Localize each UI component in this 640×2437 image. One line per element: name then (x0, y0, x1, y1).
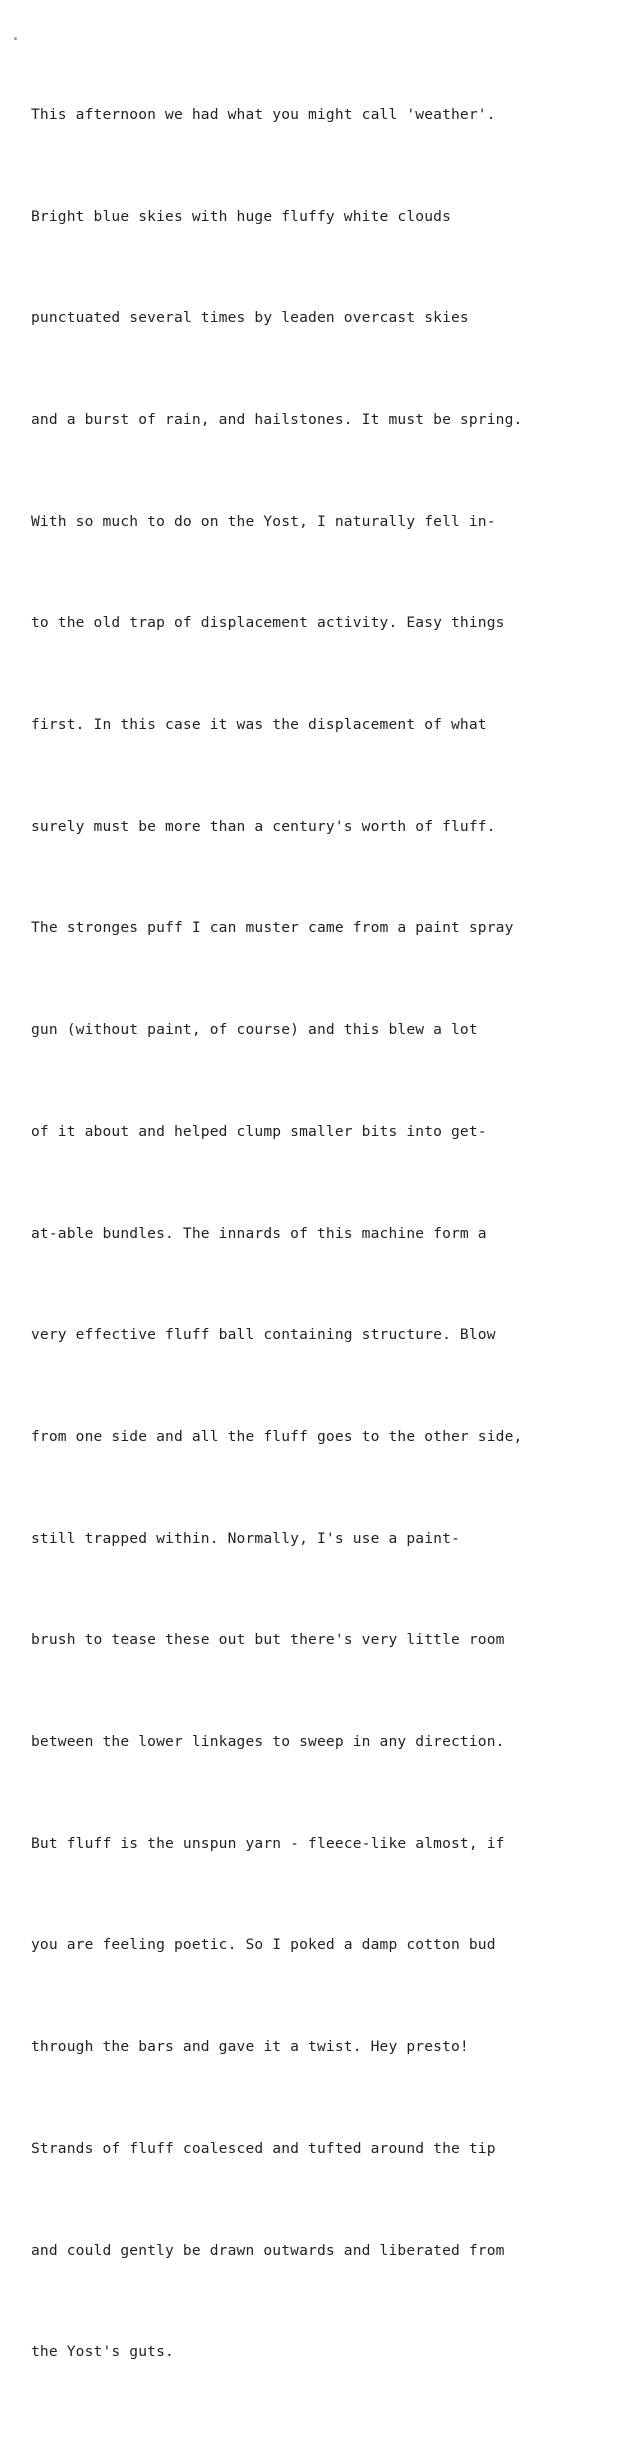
text-line: to the old trap of displacement activity. Easy things (31, 614, 505, 632)
text-line: But fluff is the unspun yarn - fleece-like almost, if (31, 1834, 505, 1852)
text-line: at-able bundles. The innards of this machine form a (31, 1224, 487, 1242)
text-line: between the lower linkages to sweep in any direction. (31, 1733, 505, 1751)
text-line: brush to tease these out but there's very little room (31, 1631, 505, 1649)
text-line: and a burst of rain, and hailstones. It must be spring. (31, 410, 523, 428)
text-line: the Yost's guts. (31, 2343, 174, 2361)
text-line: surely must be more than a century's worth of fluff. (31, 817, 496, 835)
text-line: The stronges puff I can muster came from a paint spray (31, 919, 514, 937)
text-line: of it about and helped clump smaller bits into get- (31, 1122, 487, 1140)
text-line: still trapped within. Normally, I's use a paint- (31, 1529, 460, 1547)
text-line: and could gently be drawn outwards and liberated from (31, 2241, 505, 2259)
text-line: Bright blue skies with huge fluffy white clouds (31, 207, 452, 225)
text-line: very effective fluff ball containing structure. Blow (31, 1326, 496, 1344)
typewritten-paragraph (31, 30, 631, 2437)
text-line: This afternoon we had what you might call 'weather'. (31, 105, 496, 123)
text-line: from one side and all the fluff goes to the other side, (31, 1427, 523, 1445)
text-line: through the bars and gave it a twist. Hey presto! (31, 2038, 469, 2056)
paper-speck (14, 37, 17, 40)
text-line: first. In this case it was the displacement of what (31, 716, 487, 734)
text-line: punctuated several times by leaden overcast skies (31, 309, 469, 327)
text-line: gun (without paint, of course) and this blew a lot (31, 1021, 478, 1039)
text-line: Strands of fluff coalesced and tufted around the tip (31, 2139, 496, 2157)
text-line: With so much to do on the Yost, I naturally fell in- (31, 512, 496, 530)
text-line: you are feeling poetic. So I poked a damp cotton bud (31, 1936, 496, 1954)
